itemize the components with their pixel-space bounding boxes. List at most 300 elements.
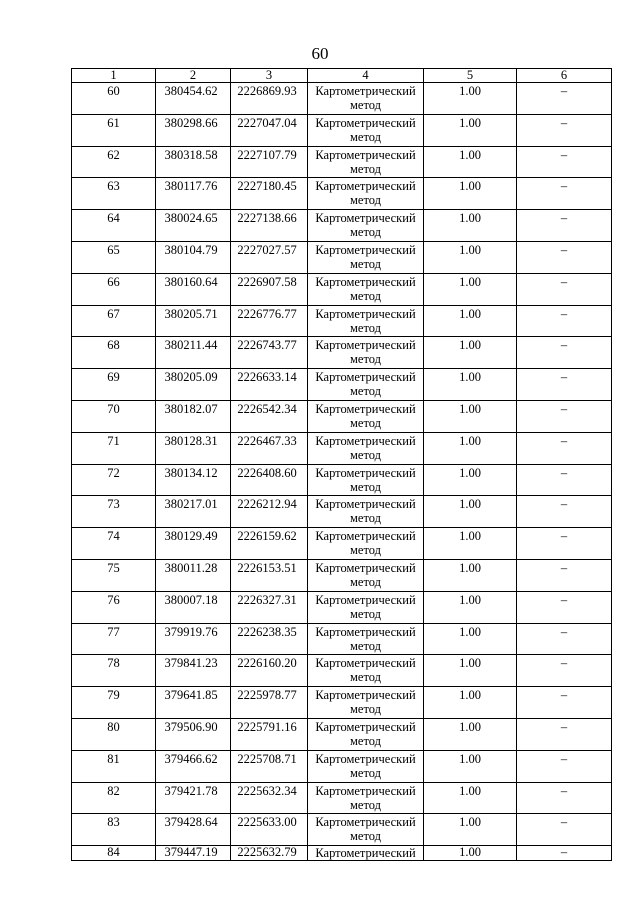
x-coordinate-cell — [156, 782, 231, 814]
x-coordinate-cell — [156, 178, 231, 210]
method-cell — [308, 814, 424, 846]
method-text: метод — [349, 225, 381, 240]
y-coordinate-cell — [231, 591, 308, 623]
note-cell — [517, 846, 612, 861]
y-coordinate-cell — [231, 782, 308, 814]
point-number-text: 63 — [107, 179, 120, 194]
method-cell — [308, 718, 424, 750]
point-number-text: 71 — [107, 433, 120, 448]
point-number-text: 84 — [107, 845, 120, 860]
note-text: – — [560, 815, 568, 830]
note-cell — [517, 273, 612, 305]
note-cell — [517, 496, 612, 528]
point-number-text: 74 — [107, 529, 120, 544]
header-cell: 2 — [156, 69, 231, 83]
y-coordinate-cell — [231, 655, 308, 687]
y-coordinate-cell — [231, 146, 308, 178]
note-cell — [517, 210, 612, 242]
x-coordinate-cell — [156, 114, 231, 146]
table-row — [72, 178, 612, 210]
accuracy-text: 1.00 — [459, 274, 481, 289]
header-cell: 6 — [517, 69, 612, 83]
point-number-cell — [72, 432, 156, 464]
y-coordinate-cell — [231, 464, 308, 496]
table-row — [72, 814, 612, 846]
note-cell — [517, 400, 612, 432]
accuracy-cell — [424, 718, 517, 750]
note-text: – — [560, 179, 568, 194]
table-row — [72, 400, 612, 432]
x-coordinate-text: 379919.76 — [164, 624, 218, 639]
point-number-cell — [72, 655, 156, 687]
x-coordinate-text: 379428.64 — [164, 815, 218, 830]
note-text: – — [560, 560, 568, 575]
point-number-text: 67 — [107, 306, 120, 321]
method-text: Картометрический — [315, 497, 416, 512]
accuracy-text: 1.00 — [459, 84, 481, 98]
method-text: метод — [349, 384, 381, 399]
accuracy-cell — [424, 400, 517, 432]
y-coordinate-text: 2225978.77 — [237, 688, 297, 703]
accuracy-text: 1.00 — [459, 338, 481, 353]
method-text: Картометрический — [315, 433, 416, 448]
accuracy-cell — [424, 814, 517, 846]
y-coordinate-cell — [231, 814, 308, 846]
accuracy-text: 1.00 — [459, 242, 481, 257]
y-coordinate-cell — [231, 210, 308, 242]
point-number-cell — [72, 814, 156, 846]
method-text: Картометрический — [315, 242, 416, 257]
y-coordinate-text: 2226153.51 — [237, 560, 297, 575]
method-text: метод — [349, 765, 381, 780]
point-number-text: 73 — [107, 497, 120, 512]
x-coordinate-text: 380205.71 — [164, 306, 218, 321]
accuracy-text: 1.00 — [459, 179, 481, 194]
method-text: Картометрический — [315, 115, 416, 130]
method-cell — [308, 400, 424, 432]
y-coordinate-text: 2226238.35 — [237, 624, 297, 639]
x-coordinate-cell — [156, 305, 231, 337]
note-text: – — [560, 401, 568, 416]
table-row — [72, 432, 612, 464]
method-cell — [308, 846, 424, 861]
x-coordinate-cell — [156, 846, 231, 861]
method-text: Картометрический — [315, 529, 416, 544]
note-cell — [517, 591, 612, 623]
note-text: – — [560, 751, 568, 766]
table-row — [72, 623, 612, 655]
accuracy-cell — [424, 83, 517, 115]
x-coordinate-text: 380205.09 — [164, 370, 218, 385]
method-text: метод — [349, 638, 381, 653]
point-number-cell — [72, 210, 156, 242]
table-row — [72, 655, 612, 687]
method-text: метод — [349, 511, 381, 526]
accuracy-text: 1.00 — [459, 688, 481, 703]
method-text: Картометрический — [315, 179, 416, 194]
x-coordinate-cell — [156, 655, 231, 687]
point-number-cell — [72, 718, 156, 750]
method-text: Картометрический — [315, 147, 416, 162]
point-number-cell — [72, 178, 156, 210]
note-cell — [517, 178, 612, 210]
x-coordinate-text: 379641.85 — [164, 688, 218, 703]
x-coordinate-cell — [156, 400, 231, 432]
x-coordinate-text: 380298.66 — [164, 115, 218, 130]
x-coordinate-cell — [156, 273, 231, 305]
method-text: метод — [349, 606, 381, 621]
accuracy-text: 1.00 — [459, 656, 481, 671]
note-text: – — [560, 370, 568, 385]
point-number-text: 83 — [107, 815, 120, 830]
point-number-cell — [72, 464, 156, 496]
accuracy-text: 1.00 — [459, 211, 481, 226]
table-row — [72, 305, 612, 337]
method-cell — [308, 337, 424, 369]
table-row — [72, 464, 612, 496]
point-number-cell — [72, 496, 156, 528]
note-cell — [517, 814, 612, 846]
y-coordinate-text: 2226743.77 — [237, 338, 297, 353]
x-coordinate-cell — [156, 464, 231, 496]
x-coordinate-text: 380160.64 — [164, 274, 218, 289]
note-text: – — [560, 211, 568, 226]
point-number-text: 72 — [107, 465, 120, 480]
method-text: Картометрический — [315, 815, 416, 830]
note-text: – — [560, 306, 568, 321]
note-text: – — [560, 274, 568, 289]
y-coordinate-cell — [231, 305, 308, 337]
accuracy-text: 1.00 — [459, 719, 481, 734]
y-coordinate-cell — [231, 432, 308, 464]
header-cell: 4 — [308, 69, 424, 83]
y-coordinate-cell — [231, 496, 308, 528]
point-number-cell — [72, 273, 156, 305]
point-number-text: 76 — [107, 592, 120, 607]
accuracy-cell — [424, 273, 517, 305]
method-text: метод — [349, 98, 381, 112]
x-coordinate-text: 380129.49 — [164, 529, 218, 544]
point-number-cell — [72, 146, 156, 178]
x-coordinate-cell — [156, 559, 231, 591]
note-cell — [517, 655, 612, 687]
table-row — [72, 337, 612, 369]
x-coordinate-text: 380104.79 — [164, 242, 218, 257]
table-row — [72, 369, 612, 401]
note-text: – — [560, 338, 568, 353]
header-cell: 3 — [231, 69, 308, 83]
method-text: метод — [349, 129, 381, 144]
note-cell — [517, 464, 612, 496]
note-text: – — [560, 242, 568, 257]
method-text: метод — [349, 415, 381, 430]
method-cell — [308, 591, 424, 623]
point-number-text: 60 — [107, 84, 120, 98]
table-row — [72, 718, 612, 750]
accuracy-cell — [424, 337, 517, 369]
note-cell — [517, 146, 612, 178]
point-number-cell — [72, 846, 156, 861]
accuracy-text: 1.00 — [459, 497, 481, 512]
coordinates-table — [71, 68, 612, 861]
y-coordinate-text: 2225633.00 — [237, 815, 297, 830]
method-text: Картометрический — [315, 624, 416, 639]
note-cell — [517, 782, 612, 814]
x-coordinate-text: 379506.90 — [164, 719, 218, 734]
y-coordinate-cell — [231, 718, 308, 750]
y-coordinate-text: 2226408.60 — [237, 465, 297, 480]
method-cell — [308, 178, 424, 210]
method-cell — [308, 687, 424, 719]
x-coordinate-text: 380454.62 — [164, 84, 218, 98]
method-cell — [308, 273, 424, 305]
point-number-text: 80 — [107, 719, 120, 734]
accuracy-text: 1.00 — [459, 845, 481, 860]
method-text: метод — [349, 479, 381, 494]
note-text: – — [560, 529, 568, 544]
point-number-cell — [72, 591, 156, 623]
point-number-text: 70 — [107, 401, 120, 416]
point-number-cell — [72, 623, 156, 655]
method-text: Картометрический — [315, 592, 416, 607]
method-cell — [308, 432, 424, 464]
note-cell — [517, 305, 612, 337]
accuracy-text: 1.00 — [459, 306, 481, 321]
y-coordinate-text: 2227180.45 — [237, 179, 297, 194]
table-row — [72, 750, 612, 782]
method-text: метод — [349, 797, 381, 812]
x-coordinate-cell — [156, 814, 231, 846]
method-cell — [308, 83, 424, 115]
y-coordinate-text: 2225632.79 — [237, 845, 297, 860]
y-coordinate-text: 2226467.33 — [237, 433, 297, 448]
accuracy-cell — [424, 496, 517, 528]
note-text: – — [560, 688, 568, 703]
x-coordinate-cell — [156, 241, 231, 273]
x-coordinate-cell — [156, 337, 231, 369]
point-number-text: 65 — [107, 242, 120, 257]
x-coordinate-text: 380318.58 — [164, 147, 218, 162]
y-coordinate-text: 2225632.34 — [237, 783, 297, 798]
table-row — [72, 273, 612, 305]
header-cell: 5 — [424, 69, 517, 83]
accuracy-cell — [424, 432, 517, 464]
table-row — [72, 83, 612, 115]
y-coordinate-cell — [231, 114, 308, 146]
x-coordinate-cell — [156, 687, 231, 719]
y-coordinate-text: 2227107.79 — [237, 147, 297, 162]
header-cell: 1 — [72, 69, 156, 83]
accuracy-text: 1.00 — [459, 401, 481, 416]
point-number-text: 77 — [107, 624, 120, 639]
accuracy-text: 1.00 — [459, 751, 481, 766]
y-coordinate-cell — [231, 178, 308, 210]
x-coordinate-text: 380011.28 — [164, 560, 218, 575]
point-number-cell — [72, 400, 156, 432]
accuracy-text: 1.00 — [459, 529, 481, 544]
accuracy-cell — [424, 210, 517, 242]
x-coordinate-text: 379447.19 — [164, 845, 218, 860]
point-number-text: 81 — [107, 751, 120, 766]
accuracy-cell — [424, 146, 517, 178]
x-coordinate-cell — [156, 432, 231, 464]
method-cell — [308, 369, 424, 401]
method-text: Картометрический — [315, 465, 416, 480]
y-coordinate-text: 2226159.62 — [237, 529, 297, 544]
accuracy-cell — [424, 178, 517, 210]
table-row — [72, 114, 612, 146]
y-coordinate-cell — [231, 273, 308, 305]
y-coordinate-cell — [231, 623, 308, 655]
point-number-text: 78 — [107, 656, 120, 671]
table-row — [72, 846, 612, 861]
table-header-row — [72, 69, 612, 83]
note-text: – — [560, 465, 568, 480]
method-text: Картометрический — [315, 751, 416, 766]
table-row — [72, 528, 612, 560]
y-coordinate-text: 2225708.71 — [237, 751, 297, 766]
x-coordinate-text: 380024.65 — [164, 211, 218, 226]
point-number-cell — [72, 687, 156, 719]
point-number-cell — [72, 369, 156, 401]
accuracy-text: 1.00 — [459, 592, 481, 607]
accuracy-cell — [424, 591, 517, 623]
x-coordinate-text: 380007.18 — [164, 592, 218, 607]
accuracy-text: 1.00 — [459, 115, 481, 130]
accuracy-cell — [424, 750, 517, 782]
note-text: – — [560, 84, 568, 98]
method-cell — [308, 114, 424, 146]
method-text: метод — [349, 574, 381, 589]
accuracy-cell — [424, 559, 517, 591]
table-row — [72, 241, 612, 273]
method-text: метод — [349, 670, 381, 685]
y-coordinate-cell — [231, 750, 308, 782]
method-cell — [308, 305, 424, 337]
y-coordinate-text: 2226212.94 — [237, 497, 297, 512]
method-text: метод — [349, 352, 381, 367]
accuracy-text: 1.00 — [459, 370, 481, 385]
y-coordinate-text: 2226327.31 — [237, 592, 297, 607]
note-cell — [517, 83, 612, 115]
note-cell — [517, 559, 612, 591]
accuracy-cell — [424, 305, 517, 337]
accuracy-text: 1.00 — [459, 147, 481, 162]
method-text: Картометрический — [315, 84, 416, 98]
point-number-text: 69 — [107, 370, 120, 385]
method-text: метод — [349, 256, 381, 271]
x-coordinate-text: 379466.62 — [164, 751, 218, 766]
accuracy-cell — [424, 623, 517, 655]
x-coordinate-cell — [156, 623, 231, 655]
note-cell — [517, 337, 612, 369]
method-cell — [308, 528, 424, 560]
page-number: 60 — [311, 44, 329, 63]
method-text: Картометрический — [315, 211, 416, 226]
method-text: Картометрический — [315, 688, 416, 703]
y-coordinate-text: 2227138.66 — [237, 211, 297, 226]
accuracy-cell — [424, 687, 517, 719]
y-coordinate-text: 2226633.14 — [237, 370, 297, 385]
point-number-cell — [72, 528, 156, 560]
method-text: Картометрический — [315, 274, 416, 289]
y-coordinate-text: 2226160.20 — [237, 656, 297, 671]
point-number-text: 75 — [107, 560, 120, 575]
note-cell — [517, 369, 612, 401]
table-body — [72, 69, 612, 861]
accuracy-text: 1.00 — [459, 624, 481, 639]
table-row — [72, 146, 612, 178]
method-text: Картометрический — [315, 370, 416, 385]
x-coordinate-text: 380182.07 — [164, 401, 218, 416]
table-row — [72, 496, 612, 528]
y-coordinate-cell — [231, 369, 308, 401]
point-number-text: 79 — [107, 688, 120, 703]
point-number-cell — [72, 83, 156, 115]
method-text: Картометрический — [315, 560, 416, 575]
accuracy-cell — [424, 528, 517, 560]
x-coordinate-cell — [156, 528, 231, 560]
point-number-cell — [72, 750, 156, 782]
accuracy-cell — [424, 655, 517, 687]
point-number-cell — [72, 114, 156, 146]
method-cell — [308, 655, 424, 687]
point-number-text: 64 — [107, 211, 120, 226]
accuracy-text: 1.00 — [459, 560, 481, 575]
accuracy-cell — [424, 782, 517, 814]
x-coordinate-text: 380217.01 — [164, 497, 218, 512]
note-cell — [517, 241, 612, 273]
y-coordinate-text: 2226776.77 — [237, 306, 297, 321]
x-coordinate-text: 380134.12 — [164, 465, 218, 480]
point-number-text: 82 — [107, 783, 120, 798]
y-coordinate-text: 2226542.34 — [237, 401, 297, 416]
method-text: метод — [349, 161, 381, 176]
accuracy-cell — [424, 846, 517, 861]
accuracy-text: 1.00 — [459, 815, 481, 830]
note-text: – — [560, 783, 568, 798]
note-text: – — [560, 497, 568, 512]
table-row — [72, 687, 612, 719]
method-text: метод — [349, 733, 381, 748]
x-coordinate-cell — [156, 591, 231, 623]
method-text: метод — [349, 320, 381, 335]
y-coordinate-text: 2226869.93 — [237, 84, 297, 98]
table-row — [72, 210, 612, 242]
method-text: метод — [349, 447, 381, 462]
method-text: Картометрический — [315, 783, 416, 798]
method-cell — [308, 750, 424, 782]
x-coordinate-text: 379421.78 — [164, 783, 218, 798]
y-coordinate-cell — [231, 559, 308, 591]
y-coordinate-cell — [231, 83, 308, 115]
note-text: – — [560, 656, 568, 671]
note-text: – — [560, 433, 568, 448]
y-coordinate-cell — [231, 241, 308, 273]
x-coordinate-cell — [156, 83, 231, 115]
method-text: метод — [349, 702, 381, 717]
accuracy-cell — [424, 241, 517, 273]
method-text: метод — [349, 543, 381, 558]
method-text: метод — [349, 193, 381, 208]
point-number-cell — [72, 305, 156, 337]
note-cell — [517, 528, 612, 560]
accuracy-text: 1.00 — [459, 465, 481, 480]
x-coordinate-cell — [156, 210, 231, 242]
point-number-cell — [72, 559, 156, 591]
note-cell — [517, 687, 612, 719]
note-cell — [517, 718, 612, 750]
